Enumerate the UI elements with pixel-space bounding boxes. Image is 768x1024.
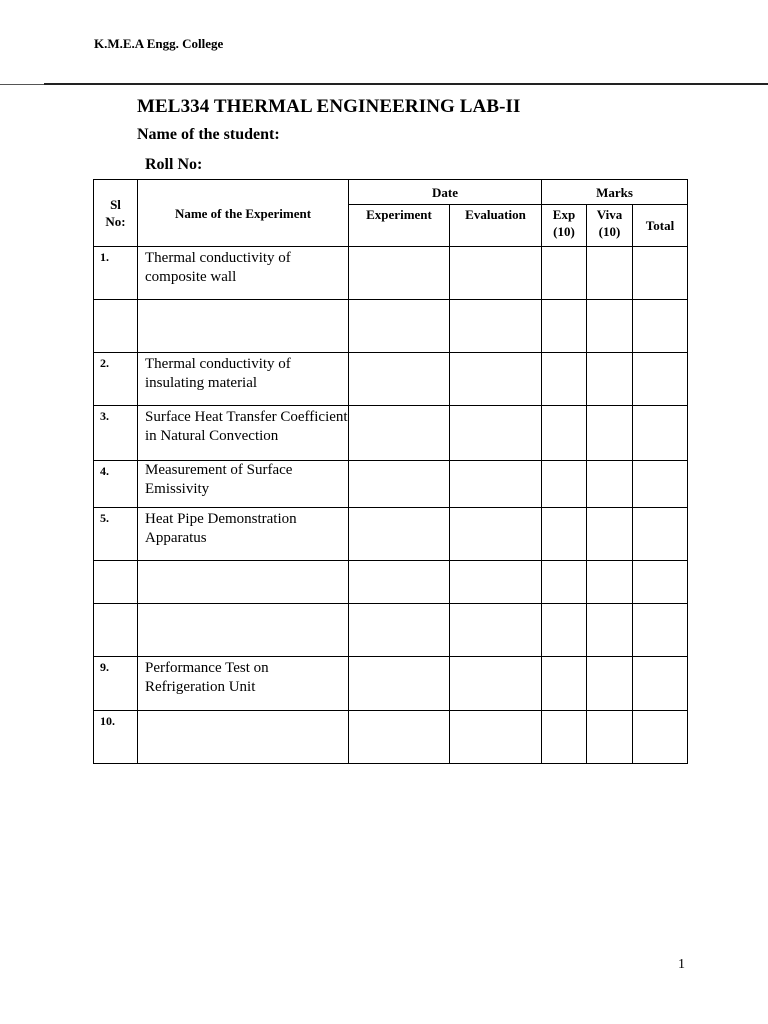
header-marks-viva: Viva (10) [587, 205, 633, 247]
date-evaluation-cell[interactable] [450, 508, 542, 561]
date-experiment-cell[interactable] [349, 247, 450, 300]
row-sl-no: 4. [94, 461, 138, 508]
header-date-evaluation: Evaluation [450, 205, 542, 247]
header-experiment-name: Name of the Experiment [138, 180, 349, 247]
experiment-record-table [93, 179, 688, 764]
row-experiment-name: Thermal conductivity of insulating material [138, 353, 349, 406]
row-sl-no: 9. [94, 657, 138, 711]
row-experiment-name [138, 300, 349, 353]
roll-no-label: Roll No: [145, 156, 203, 173]
date-evaluation-cell[interactable] [450, 300, 542, 353]
date-evaluation-cell[interactable] [450, 353, 542, 406]
marks-total-cell[interactable] [633, 406, 688, 461]
date-experiment-cell[interactable] [349, 561, 450, 604]
marks-total-cell[interactable] [633, 508, 688, 561]
date-experiment-cell[interactable] [349, 461, 450, 508]
marks-viva-cell[interactable] [587, 711, 633, 764]
marks-total-cell[interactable] [633, 561, 688, 604]
date-experiment-cell[interactable] [349, 711, 450, 764]
header-marks-total: Total [633, 205, 688, 247]
student-name-label: Name of the student: [137, 126, 280, 143]
marks-exp-cell[interactable] [542, 604, 587, 657]
table-row [94, 406, 688, 461]
row-experiment-name: Heat Pipe Demonstration Apparatus [138, 508, 349, 561]
row-sl-no: 1. [94, 247, 138, 300]
header-date: Date [349, 180, 542, 205]
marks-total-cell[interactable] [633, 604, 688, 657]
marks-exp-cell[interactable] [542, 657, 587, 711]
row-sl-no: 5. [94, 508, 138, 561]
date-evaluation-cell[interactable] [450, 561, 542, 604]
row-experiment-name: Measurement of Surface Emissivity [138, 461, 349, 508]
marks-exp-cell[interactable] [542, 300, 587, 353]
table-row [94, 657, 688, 711]
row-sl-no [94, 300, 138, 353]
header-date-experiment: Experiment [349, 205, 450, 247]
date-experiment-cell[interactable] [349, 353, 450, 406]
table-row [94, 711, 688, 764]
table-row [94, 247, 688, 300]
date-experiment-cell[interactable] [349, 508, 450, 561]
table-row [94, 604, 688, 657]
table-row [94, 300, 688, 353]
row-experiment-name: Surface Heat Transfer Coefficient in Natural Convection [138, 406, 349, 461]
row-experiment-name [138, 711, 349, 764]
marks-total-cell[interactable] [633, 657, 688, 711]
table-row [94, 461, 688, 508]
date-evaluation-cell[interactable] [450, 247, 542, 300]
date-experiment-cell[interactable] [349, 300, 450, 353]
date-evaluation-cell[interactable] [450, 604, 542, 657]
marks-exp-cell[interactable] [542, 711, 587, 764]
row-sl-no [94, 561, 138, 604]
marks-viva-cell[interactable] [587, 406, 633, 461]
marks-viva-cell[interactable] [587, 247, 633, 300]
row-experiment-name: Thermal conductivity of composite wall [138, 247, 349, 300]
header-sl-no: Sl No: [94, 180, 138, 247]
row-sl-no: 3. [94, 406, 138, 461]
marks-exp-cell[interactable] [542, 461, 587, 508]
header-marks: Marks [542, 180, 688, 205]
marks-viva-cell[interactable] [587, 353, 633, 406]
marks-total-cell[interactable] [633, 461, 688, 508]
marks-total-cell[interactable] [633, 247, 688, 300]
marks-viva-cell[interactable] [587, 657, 633, 711]
date-evaluation-cell[interactable] [450, 406, 542, 461]
marks-total-cell[interactable] [633, 711, 688, 764]
table-row [94, 561, 688, 604]
header-divider [44, 83, 768, 85]
row-experiment-name [138, 561, 349, 604]
marks-total-cell[interactable] [633, 300, 688, 353]
date-experiment-cell[interactable] [349, 604, 450, 657]
row-sl-no: 10. [94, 711, 138, 764]
table-row [94, 508, 688, 561]
page-number: 1 [678, 957, 685, 972]
row-experiment-name [138, 604, 349, 657]
marks-total-cell[interactable] [633, 353, 688, 406]
row-experiment-name: Performance Test on Refrigeration Unit [138, 657, 349, 711]
marks-exp-cell[interactable] [542, 353, 587, 406]
document-title: MEL334 THERMAL ENGINEERING LAB-II [137, 96, 521, 117]
date-evaluation-cell[interactable] [450, 657, 542, 711]
row-sl-no [94, 604, 138, 657]
row-sl-no: 2. [94, 353, 138, 406]
marks-exp-cell[interactable] [542, 247, 587, 300]
marks-exp-cell[interactable] [542, 406, 587, 461]
date-experiment-cell[interactable] [349, 657, 450, 711]
table-row [94, 353, 688, 406]
marks-viva-cell[interactable] [587, 300, 633, 353]
college-header: K.M.E.A Engg. College [94, 36, 224, 51]
marks-exp-cell[interactable] [542, 508, 587, 561]
marks-viva-cell[interactable] [587, 461, 633, 508]
marks-exp-cell[interactable] [542, 561, 587, 604]
date-evaluation-cell[interactable] [450, 711, 542, 764]
marks-viva-cell[interactable] [587, 561, 633, 604]
header-marks-exp: Exp (10) [542, 205, 587, 247]
header-divider-left [0, 84, 44, 85]
marks-viva-cell[interactable] [587, 604, 633, 657]
date-evaluation-cell[interactable] [450, 461, 542, 508]
date-experiment-cell[interactable] [349, 406, 450, 461]
marks-viva-cell[interactable] [587, 508, 633, 561]
